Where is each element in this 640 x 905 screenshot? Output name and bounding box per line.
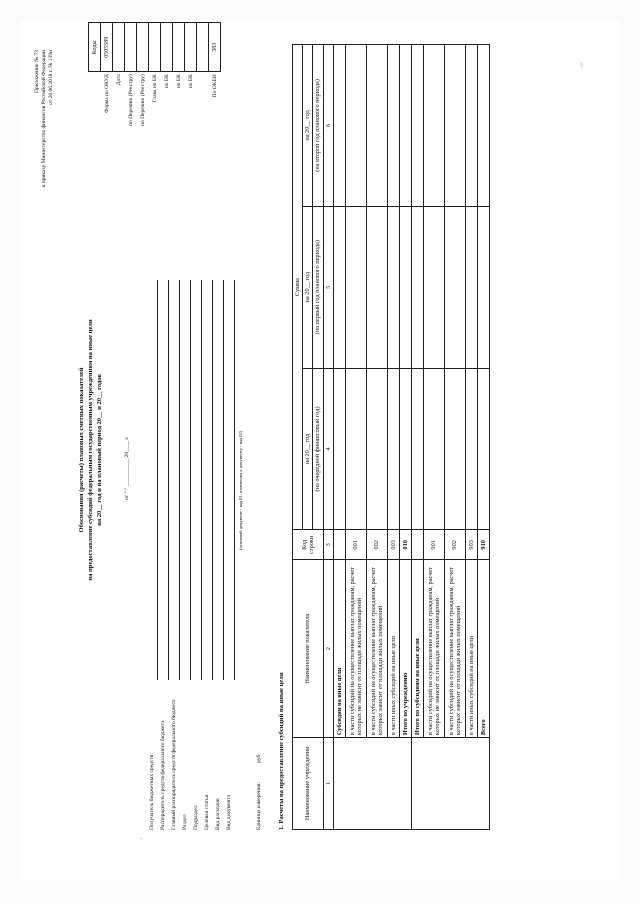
indicator-cell: в части субсидий на осуществление выплат гражданам, расчет которых не зависит от площади жилых помещений bbox=[423, 560, 444, 738]
row-code-cell: 002 bbox=[366, 530, 387, 560]
col-header-institution: Наименование учреждения bbox=[293, 738, 324, 830]
codes-row-label: по Перечню (Реестру) bbox=[127, 74, 134, 126]
codes-row-label: По ОКЕИ bbox=[211, 74, 218, 98]
row-code-cell bbox=[333, 530, 345, 560]
header-field-row bbox=[203, 270, 214, 830]
unit-label bbox=[256, 755, 262, 830]
codes-row-value bbox=[125, 23, 137, 72]
amount-cell[interactable] bbox=[444, 45, 465, 207]
codes-row-value: 0505589 bbox=[101, 23, 113, 72]
col-header-year2-note: (на первый год планового периода) bbox=[313, 206, 323, 368]
header-field-underline bbox=[234, 280, 235, 680]
indicator-cell: Итого по учреждению bbox=[399, 560, 411, 738]
header-field-row bbox=[214, 270, 225, 830]
row-code-cell: 003 bbox=[387, 530, 399, 560]
table-row bbox=[399, 45, 411, 830]
header-field-underline bbox=[201, 280, 202, 680]
codes-row bbox=[185, 23, 197, 128]
unit-label-text: Единица измерения: bbox=[256, 782, 262, 830]
table-row bbox=[333, 45, 345, 830]
header-field-row bbox=[192, 270, 203, 830]
header-field-underline bbox=[223, 280, 224, 680]
institution-cell bbox=[333, 738, 411, 830]
codes-row bbox=[125, 23, 137, 128]
title-line: на предоставление субсидий федеральным государственным учреждениям на иные цели bbox=[86, 319, 94, 581]
header-fields bbox=[148, 270, 236, 830]
col-header-code-text: Код строки bbox=[300, 535, 315, 555]
header-field-row bbox=[148, 270, 159, 830]
amount-cell[interactable] bbox=[387, 206, 399, 368]
subsidy-table bbox=[292, 44, 490, 830]
amount-cell[interactable] bbox=[444, 206, 465, 368]
header-field-label: Главный распорядитель средств федерального бюджета bbox=[171, 699, 177, 830]
rotated-page bbox=[20, 20, 620, 880]
amount-cell[interactable] bbox=[411, 45, 423, 207]
amount-cell[interactable] bbox=[477, 45, 489, 207]
amount-cell[interactable] bbox=[366, 206, 387, 368]
indicator-cell: в части субсидий на осуществление выплат гражданам, расчет которых зависит от площади жилых помещений bbox=[444, 560, 465, 738]
header-field-row bbox=[170, 270, 181, 830]
table-row bbox=[387, 45, 399, 830]
amount-cell[interactable] bbox=[366, 368, 387, 530]
title-line: Обоснования (расчеты) плановых сметных показателей bbox=[78, 367, 85, 533]
col-header-year1-note: (на очередной финансовый год) bbox=[313, 368, 323, 530]
row-code-cell: 001 bbox=[345, 530, 366, 560]
unit-value: руб bbox=[256, 754, 262, 763]
amount-cell[interactable] bbox=[387, 368, 399, 530]
row-code-cell: 901 bbox=[423, 530, 444, 560]
amount-cell[interactable] bbox=[465, 206, 477, 368]
amount-cell[interactable] bbox=[333, 45, 345, 207]
indicator-cell: Итого по субсидиям на иные цели bbox=[411, 560, 423, 738]
amount-cell[interactable] bbox=[477, 206, 489, 368]
codes-row bbox=[137, 23, 149, 128]
codes-row-value bbox=[173, 23, 185, 72]
table-row bbox=[345, 45, 366, 830]
codes-row-label: по БК bbox=[163, 74, 170, 89]
amount-cell[interactable] bbox=[399, 45, 411, 207]
amount-cell[interactable] bbox=[345, 368, 366, 530]
col-header-code bbox=[293, 530, 324, 560]
codes-label-cell bbox=[89, 72, 101, 128]
codes-header: Коды bbox=[89, 23, 101, 72]
indicator-cell: в части субсидий на осуществление выплат гражданам, расчет которых не зависит от площади жилых помещений bbox=[345, 560, 366, 738]
header-field-underline bbox=[157, 280, 158, 680]
amount-cell[interactable] bbox=[366, 45, 387, 207]
header-field-underline bbox=[168, 280, 169, 680]
amount-cell[interactable] bbox=[465, 368, 477, 530]
table-row bbox=[366, 45, 387, 830]
codes-row-value bbox=[161, 23, 173, 72]
header-field-underline bbox=[190, 280, 191, 680]
row-code-cell: 903 bbox=[465, 530, 477, 560]
institution-cell bbox=[411, 738, 489, 830]
amount-cell[interactable] bbox=[399, 368, 411, 530]
codes-row-value bbox=[185, 23, 197, 72]
header-field-underline bbox=[212, 280, 213, 680]
col-header-indicator: Наименование показателя bbox=[293, 560, 324, 738]
codes-row-value bbox=[137, 23, 149, 72]
codes-row-label: Глава по БК bbox=[151, 74, 158, 103]
row-code-cell: 910 bbox=[477, 530, 489, 560]
section-title: 1. Расчеты на предоставление субсидий на иные цели bbox=[278, 672, 285, 830]
header-field-label: Вид расходов bbox=[215, 798, 221, 830]
header-field-label: Раздел bbox=[182, 814, 188, 830]
col-header-year3-note: (на второй год планового периода) bbox=[313, 45, 323, 207]
document-frame bbox=[20, 20, 620, 880]
column-number: 6 bbox=[323, 45, 333, 207]
column-number: 3 bbox=[323, 530, 333, 560]
codes-row bbox=[197, 23, 209, 128]
header-field-underline bbox=[179, 280, 180, 680]
amount-cell[interactable] bbox=[444, 368, 465, 530]
amount-cell[interactable] bbox=[423, 368, 444, 530]
codes-row-label: по БК bbox=[175, 74, 182, 89]
column-number: 2 bbox=[323, 560, 333, 738]
column-number: 1 bbox=[323, 738, 333, 830]
table-row bbox=[423, 45, 444, 830]
appendix-line: от 20.06.2018 г. № 139н bbox=[48, 50, 55, 105]
table-row bbox=[444, 45, 465, 830]
header-field-label: Целевая статья bbox=[204, 794, 210, 830]
header-field-row bbox=[225, 270, 236, 830]
column-number: 5 bbox=[323, 206, 333, 368]
codes-row bbox=[113, 23, 125, 128]
row-code-cell bbox=[411, 530, 423, 560]
amount-cell[interactable] bbox=[465, 45, 477, 207]
codes-row-label: Дата bbox=[115, 74, 122, 86]
codes-table bbox=[88, 22, 221, 128]
indicator-cell: Всего bbox=[477, 560, 489, 738]
appendix-line: к приказу Министерства финансов Российской Федерации bbox=[41, 50, 48, 188]
codes-row bbox=[101, 23, 113, 128]
col-header-year3: на 20__ год bbox=[303, 45, 313, 207]
indicator-cell: в части субсидий на осуществление выплат гражданам, расчет которых зависит от площади жилых помещений bbox=[366, 560, 387, 738]
codes-row bbox=[149, 23, 161, 128]
table-row bbox=[465, 45, 477, 830]
amount-cell[interactable] bbox=[411, 206, 423, 368]
header-field-label: Получатель бюджетных средств bbox=[149, 754, 155, 830]
col-header-year1: на 20__ год bbox=[303, 368, 313, 530]
title-line: на 20__ год и на плановый период 20__ и 20__ годов bbox=[95, 374, 103, 526]
col-header-year2: на 20__ год bbox=[303, 206, 313, 368]
codes-row-value bbox=[149, 23, 161, 72]
codes-row-label: Форма по ОКУД bbox=[103, 74, 110, 113]
codes-row-value bbox=[113, 23, 125, 72]
appendix-note bbox=[34, 50, 55, 187]
codes-row-value bbox=[197, 23, 209, 72]
date-line: от " " __________ 20____ г. bbox=[124, 436, 130, 500]
header-field-row bbox=[181, 270, 192, 830]
header-field-row bbox=[159, 270, 170, 830]
codes-row-value: 383 bbox=[209, 23, 221, 72]
header-field-label: Подраздел bbox=[193, 805, 199, 830]
document-title bbox=[78, 20, 104, 880]
amount-cell[interactable] bbox=[345, 45, 366, 207]
amount-cell[interactable] bbox=[345, 206, 366, 368]
row-code-cell: 010 bbox=[399, 530, 411, 560]
codes-header-row bbox=[89, 23, 101, 128]
header-field-label: Распорядитель средств федерального бюджета bbox=[160, 720, 166, 830]
codes-row-label: по Перечню (Реестру) bbox=[139, 74, 146, 126]
table-row bbox=[477, 45, 489, 830]
col-header-sum: Сумма bbox=[293, 45, 303, 530]
indicator-cell: Субсидии на иные цели bbox=[333, 560, 345, 738]
amount-cell[interactable] bbox=[399, 206, 411, 368]
header-field-label: Вид документа bbox=[226, 794, 232, 830]
amount-cell[interactable] bbox=[477, 368, 489, 530]
codes-row-label: по БК bbox=[187, 74, 194, 89]
codes-row bbox=[173, 23, 185, 128]
column-numbers-row bbox=[323, 45, 333, 830]
amount-cell[interactable] bbox=[423, 45, 444, 207]
codes-row bbox=[161, 23, 173, 128]
amount-cell[interactable] bbox=[411, 368, 423, 530]
codes-row bbox=[209, 23, 221, 128]
doc-kind-note: (основной документ - код 01; изменения к документу - код 02) bbox=[238, 430, 243, 550]
indicator-cell: в части иных субсидий на иные цели bbox=[465, 560, 477, 738]
amount-cell[interactable] bbox=[333, 206, 345, 368]
amount-cell[interactable] bbox=[387, 45, 399, 207]
table-row bbox=[411, 45, 423, 830]
appendix-line: Приложение № 73 bbox=[34, 50, 40, 94]
scan-smudge bbox=[580, 62, 583, 68]
codes-row-label bbox=[197, 72, 209, 128]
row-code-cell: 902 bbox=[444, 530, 465, 560]
amount-cell[interactable] bbox=[333, 368, 345, 530]
amount-cell[interactable] bbox=[423, 206, 444, 368]
scan-smudge bbox=[140, 837, 143, 840]
column-number: 4 bbox=[323, 368, 333, 530]
indicator-cell: в части иных субсидий на иные цели bbox=[387, 560, 399, 738]
